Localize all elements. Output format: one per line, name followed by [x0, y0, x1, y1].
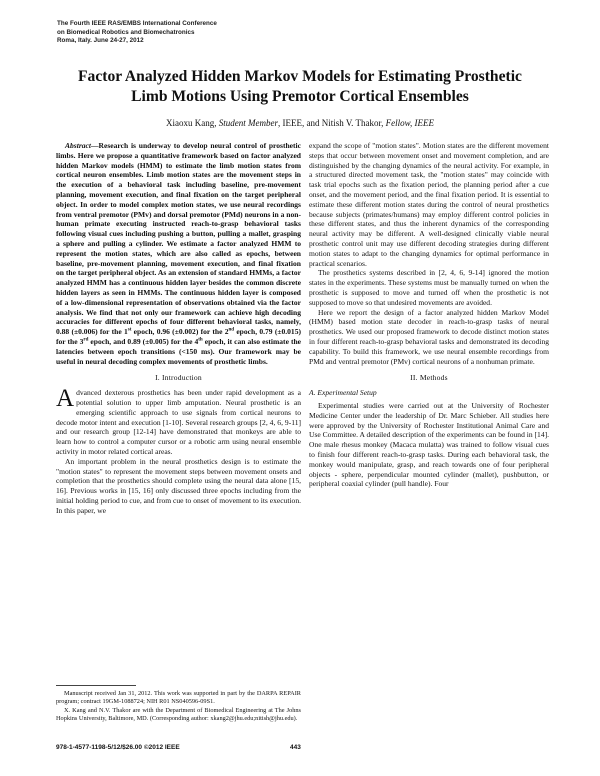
title-line-1: Factor Analyzed Hidden Markov Models for Estimating Prosthetic [78, 68, 522, 85]
methods-heading: II. Methods [410, 373, 448, 383]
conference-line-2: on Biomedical Robotics and Biomechatronics [57, 28, 195, 36]
intro-p1-text: dvanced dexterous prosthetics has been under rapid development as a potential solution to upper limb amputation. Neural prosthetic is an emerging scientific approach to use signals from cortical neurons to decode motor intent and execution [1-10]. Several research groups [2, 4, 6, 9-11] and our research group [12-14] have demonstrated that monkeys are able to learn how to control a computer cursor or a robotic arm using neural ensemble activity in motor related cortical areas. [56, 388, 301, 456]
conference-header [57, 20, 357, 46]
abstract-text-3: epoch, 0.79 (±0.015) for the 3 [56, 327, 301, 346]
conference-line-3: Roma, Italy. June 24-27, 2012 [57, 37, 144, 45]
sup-3: rd [83, 337, 89, 343]
author-1: Xiaoxu Kang, [166, 118, 217, 128]
authors [40, 118, 560, 128]
right-paragraph-3: Here we report the design of a factor analyzed hidden Markov Model (HMM) based motion state decoder in reach-to-grasp tasks of neural prosthetics. We used our proposed framework to decode distinct motion states in four different reach-to-grasp behavioral tasks and demonstrated its decoding capability. To build this framework, we use neural ensemble recordings from PMd and ventral premotor (PMv) cortical neurons of a nonhuman primate. [309, 307, 549, 366]
intro-paragraph-2: An important problem in the neural prosthetics design is to estimate the "motion states" to represent the movement steps between movement onsets and completion that the prosthetics should complete using the neural data alone [15, 16]. Previous works in [15, 16] only discussed three epochs including from the initial holding period to cue, and from cue to onset of movement to its execution. In this paper, we [56, 456, 301, 515]
footnote-rule [56, 685, 136, 686]
abstract-dash: — [91, 141, 99, 150]
authors-connector: , IEEE, and Nitish V. Thakor, [278, 118, 384, 128]
abstract [56, 141, 301, 366]
subsection-heading: A. Experimental Setup [309, 388, 377, 398]
abstract-text-5: epoch, it can also estimate the latencies between epoch transitions (<150 ms). Our framework may be useful in neural decoding complex movements of prosthetic limbs. [56, 336, 302, 366]
intro-paragraph-1 [56, 385, 301, 457]
right-paragraph-4: Experimental studies were carried out at the University of Rochester Medicine Center under the leadership of Dr. Marc Schieber. All studies here were approved by the University of Rochester Institutional Animal Care and Use Committee. A detailed description of the experiments can be found in [14]. One male rhesus monkey (Macaca mulatta) was trained to follow visual cues to finish four different reach-to-grasp tasks. During each behavioral task, the monkey would manipulate, grasp, and reach towards one of four peripheral objects - sphere, perpendicular mounted cylinder (mallet), pushbutton, or peripheral coaxial cylinder (pull handle). Four [309, 400, 549, 489]
sup-1: st [127, 327, 132, 333]
paper-title [40, 67, 560, 107]
author-2-role: Fellow, IEEE [385, 118, 434, 128]
conference-line-1: The Fourth IEEE RAS/EMBS International Conference [57, 20, 217, 27]
page-number: 443 [290, 744, 301, 751]
right-column [309, 141, 549, 489]
title-line-2: Limb Motions Using Premotor Cortical Ensembles [131, 88, 469, 105]
right-paragraph-2: The prosthetics systems described in [2, 4, 6, 9-14] ignored the motion states in the experiments. These systems must be manually turned on when the prosthetic is supposed to move and turned off when the prosthetic is not supposed to move so that undesired movements are avoided. [309, 268, 549, 307]
sup-2: nd [228, 327, 235, 333]
abstract-text-4: epoch, and 0.89 (±0.005) for the 4 [88, 336, 199, 346]
abstract-text-1: Research is underway to develop neural control of prosthetic limbs. Here we propose a quantitative framework based on factor analyzed hidden Markov models (HMM) to estimate the limb motion states from cortical neuron ensembles. Limb motion states are the movement steps in the execution of a behavioral task including baseline, pre-movement planning, movement execution, and final fixation on the target peripheral object. In order to model complex motion states, we use neural recordings from ventral premotor (PMv) and dorsal premotor (PMd) neurons in a non-human primate executing instructed reach-to-grasp behavioral tasks following visual cues including pushing a button, pulling a mallet, grasping a sphere and pulling a cylinder. We estimate a factor analyzed HMM to represent the motion states, which are also called as epochs, between baseline, pre-movement planning, movement execution, and final fixation on the target peripheral object. As an extension of standard HMMs, a factor analyzed HMM has a continuous hidden layer besides the common discrete hidden layers as seen in HMMs. The continuous hidden layer is composed of a low-dimensional representation of observations obtained via the factor analysis. We find that not only our framework can achieve high decoding accuracies for different epochs of four different behavioral tasks, namely, 0.88 (±0.006) for the 1 [56, 141, 301, 337]
footnotes [56, 690, 301, 723]
footnote-2: X. Kang and N.V. Thakor are with the Department of Biomedical Engineering at The Johns Hopkins University, Baltimore, MD. (Corresponding author: xkang2@jhu.edu;nitish@jhu.edu). [56, 706, 301, 722]
drop-cap: A [56, 385, 75, 413]
footnote-1: Manuscript received Jan 31, 2012. This work was supported in part by the DARPA REPAIR program; contract 19GM-1088724; NIH R01 NS040596-09S1. [56, 690, 301, 706]
isbn-line: 978-1-4577-1198-5/12/$26.00 ©2012 IEEE [56, 744, 180, 751]
left-column [56, 141, 301, 515]
abstract-lead: Abstract [65, 141, 91, 150]
intro-heading: I. Introduction [155, 373, 202, 383]
right-paragraph-1: expand the scope of "motion states". Motion states are the different movement steps that occur between movement onset and movement completion, and are distinguished by the changing dynamics of the neural activity. For example, in a structured directed movement task, the "motion states" may coincide with task trial epochs such as the fixation period, the planning period after a cue onset, and the movement period, and the final fixation period. It is essential to estimate these different motion states during the control of neural prosthetics because subjects (primates/humans) may employ different control policies in these different states, and thus the inherent dynamics of the corresponding neural activity may be different. A well-designed clinically viable neural prosthetic control unit may use different decoding strategies during different motion states to adapt to the changing dynamics for optimal performance in practical scenarios. [309, 141, 549, 268]
author-1-role: Student Member [218, 118, 278, 128]
abstract-text-2: epoch, 0.96 (±0.002) for the 2 [131, 327, 229, 337]
sup-4: th [198, 337, 203, 343]
